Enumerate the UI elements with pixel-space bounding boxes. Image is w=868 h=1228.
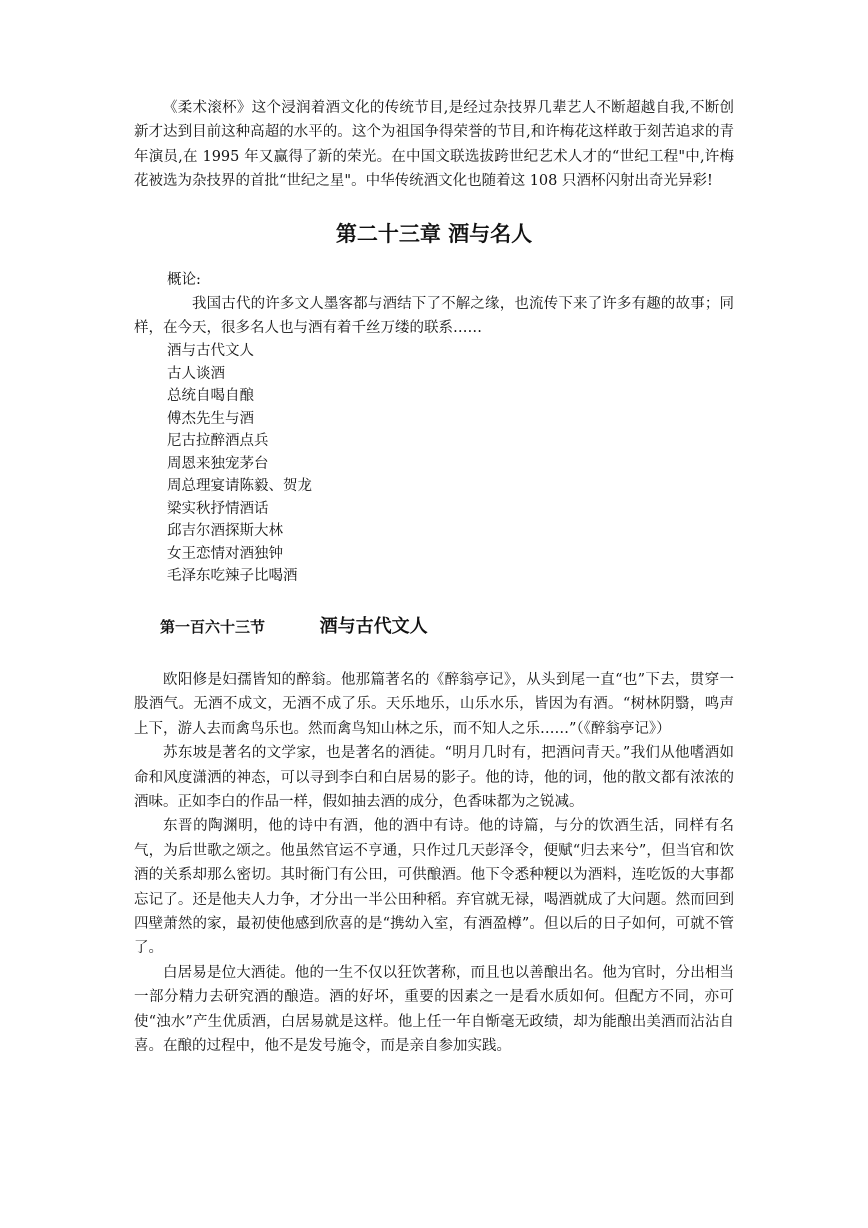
topic-item: 酒与古代文人 [167,343,254,360]
overview-text: 我国古代的许多文人墨客都与酒结下了不解之缘，也流传下来了许多有趣的故事；同样，在今天，很多名人也与酒有着千丝万缕的联系…… [134,295,734,337]
topic-item: 女王恋情对酒独钟 [167,545,283,562]
chapter-title: 第二十三章 酒与名人 [335,221,533,246]
body-paragraph: 白居易是位大酒徒。他的一生不仅以狂饮著称，而且也以善酿出名。他为官时，分出相当一部分精力去研究酒的酿造。酒的好坏，重要的因素之一是看水质如何。但配方不同，亦可使“浊水”产生优质酒，白居易就是这样。他上任一年自惭毫无政绩，却为能酿出美酒而沾沾自喜。在酿的过程中，他不是发号施令，而是亲自参加实践。 [134,964,734,1055]
topic-list [134,340,734,588]
topic-item: 周总理宴请陈毅、贺龙 [167,478,312,495]
topic-item: 梁实秋抒情酒话 [167,500,269,517]
section-body [134,668,734,1059]
body-paragraph: 苏东坡是著名的文学家，也是著名的酒徒。“明月几时有，把酒问青天。”我们从他嗜酒如命和风度潇洒的神态，可以寻到李白和白居易的影子。他的诗，他的词，他的散文都有浓浓的酒味。正如李白的作品一样，假如抽去酒的成分，色香味都为之锐减。 [134,745,734,810]
intro-paragraph: 《柔术滚杯》这个浸润着酒文化的传统节目,是经过杂技界几辈艺人不断超越自我,不断创新才达到目前这种高超的水平的。这个为祖国争得荣誉的节目,和许梅花这样敢于刻苦追求的青年演员,在 1995 年又赢得了新的荣光。在中国文联选拔跨世纪艺术人才的“世纪工程"中,许梅花被选为杂技界的首批“世纪之星"。中华传统酒文化也随着这 108 只酒杯闪射出奇光异彩! [134,100,734,190]
topic-item: 邱吉尔酒探斯大林 [167,523,283,540]
topic-item: 周恩来独宠茅台 [167,455,269,472]
overview-label: 概论: [167,271,201,288]
topic-item: 总统自喝自酿 [167,388,254,405]
body-paragraph: 东晋的陶渊明，他的诗中有酒，他的酒中有诗。他的诗篇，与分的饮酒生活，同样有名气，为后世歌之颂之。他虽然官运不亨通，只作过几天彭泽令，便赋“归去来兮”，但当官和饮酒的关系却那么密切。其时衙门有公田，可供酿酒。他下令悉种粳以为酒料，连吃饭的大事都忘记了。还是他夫人力争，才分出一半公田种稻。弃官就无禄，喝酒就成了大问题。然而回到四壁萧然的家，最初使他感到欣喜的是“携幼入室，有酒盈樽”。但以后的日子如何，可就不管了。 [134,818,734,957]
body-paragraph: 欧阳修是妇孺皆知的醉翁。他那篇著名的《醉翁亭记》，从头到尾一直“也”下去，贯穿一股酒气。无酒不成文，无酒不成了乐。天乐地乐，山乐水乐，皆因为有酒。“树林阴翳，鸣声上下，游人去而禽鸟乐也。然而禽鸟知山林之乐，而不知人之乐……”（《醉翁亭记》） [134,671,734,737]
section-heading [134,612,734,642]
topic-item: 毛泽东吃辣子比喝酒 [167,568,298,585]
section-title: 酒与古代文人 [319,615,428,637]
topic-item: 古人谈酒 [167,365,225,382]
document-page [134,96,734,1058]
section-number: 第一百六十三节 [160,617,266,636]
topic-item: 尼古拉醉酒点兵 [167,433,269,450]
topic-item: 傅杰先生与酒 [167,410,254,427]
